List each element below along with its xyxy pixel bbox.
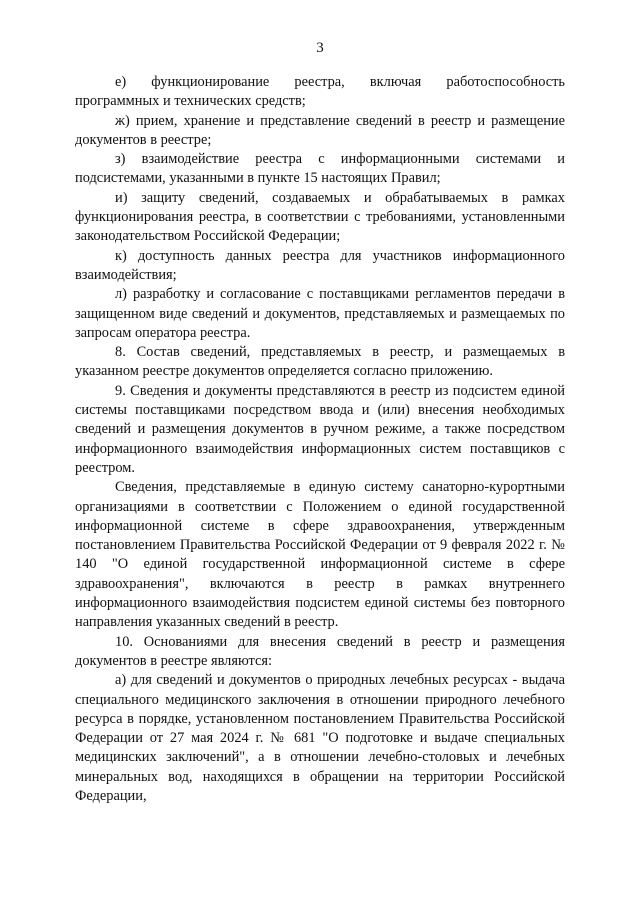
paragraph-sanatorium-data: Сведения, представляемые в единую систему санаторно-курортными организациями в соответствии с Положением о единой государственной информационной системе в сфере здравоохранения, утвержденным постановлением Правительства Российской Федерации от 9 февраля 2022 г. № 140 "О единой государственной информационной системе в сфере здравоохранения", включаются в реестр в рамках внутреннего информационного взаимодействия подсистем единой системы без повторного направления указанных сведений в реестр. [75,479,565,631]
paragraph-z-interaction: з) взаимодействие реестра с информационными системами и подсистемами, указанными в пункте 15 настоящих Правил; [75,151,565,187]
page-number: 3 [316,40,324,56]
paragraph-l-regulations: л) разработку и согласование с поставщиками регламентов передачи в защищенном виде сведений и документов, представляемых и размещаемых по запросам оператора реестра. [75,286,565,341]
paragraph-10-grounds: 10. Основаниями для внесения сведений в реестр и размещения документов в реестре являются: [75,633,565,669]
paragraph-9-submission: 9. Сведения и документы представляются в реестр из подсистем единой системы поставщиками посредством ввода и (или) внесения необходимых сведений и размещения документов в ручном режиме, а также посредством информационного взаимодействия информационных систем поставщиков с реестром. [75,382,565,476]
paragraph-zh-reception: ж) прием, хранение и представление сведений в реестр и размещение документов в реестре; [75,112,565,148]
paragraph-i-protection: и) защиту сведений, создаваемых и обрабатываемых в рамках функционирования реестра, в соответствии с требованиями, установленными законодательством Российской Федерации; [75,189,565,245]
document-body [75,73,565,806]
paragraph-a-natural-resources: а) для сведений и документов о природных лечебных ресурсах - выдача специального медицинского заключения в отношении природного лечебного ресурса в порядке, установленном постановлением Правительства Российской Федерации от 27 мая 2024 г. № 681 "О подготовке и выдаче специальных медицинских заключений", а в отношении лечебно-столовых и лечебных минеральных вод, находящихся в обращении на территории Российской Федерации, [75,672,565,804]
paragraph-e-functioning: е) функционирование реестра, включая работоспособность программных и технических средств; [75,74,565,110]
paragraph-8-composition: 8. Состав сведений, представляемых в реестр, и размещаемых в указанном реестре документов определяется согласно приложению. [75,344,565,380]
paragraph-k-availability: к) доступность данных реестра для участников информационного взаимодействия; [75,247,565,283]
